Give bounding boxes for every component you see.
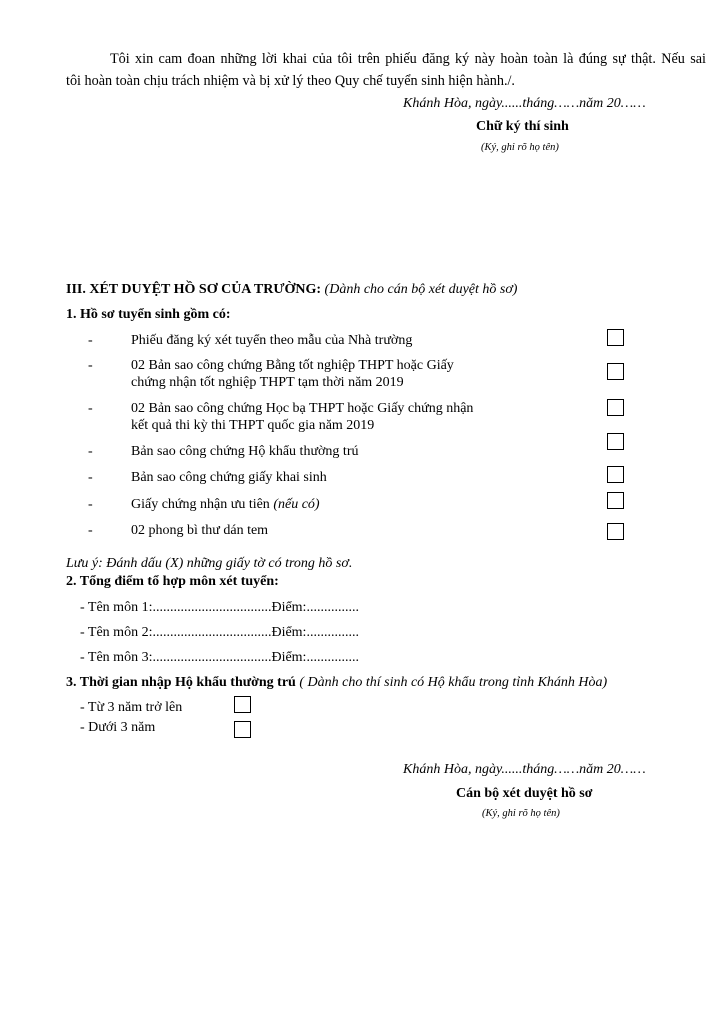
residence-heading-row xyxy=(66,675,607,691)
residence-option-checkbox[interactable] xyxy=(234,721,251,738)
document-checkbox[interactable] xyxy=(607,399,624,416)
document-label: Bản sao công chứng giấy khai sinh xyxy=(131,470,327,485)
residence-option-label: - Từ 3 năm trở lên xyxy=(80,700,183,715)
document-checkbox[interactable] xyxy=(607,433,624,450)
declaration-line-2: tôi hoàn toàn chịu trách nhiệm và bị xử lý theo Quy chế tuyển sinh hiện hành./. xyxy=(66,73,515,89)
candidate-sign-note: (Ký, ghi rõ họ tên) xyxy=(481,142,559,153)
residence-title: 3. Thời gian nhập Hộ khẩu thường trú xyxy=(66,675,296,690)
reviewer-sign-date: Khánh Hòa, ngày......tháng……năm 20…… xyxy=(403,762,646,777)
section3-heading-note: (Dành cho cán bộ xét duyệt hồ sơ) xyxy=(324,282,518,297)
scores-title: 2. Tổng điểm tổ hợp môn xét tuyển: xyxy=(66,574,279,589)
document-label-line1: 02 Bản sao công chứng Học bạ THPT hoặc Giấy chứng nhận xyxy=(131,401,474,416)
checklist-note: Lưu ý: Đánh dấu (X) những giấy tờ có trong hồ sơ. xyxy=(66,556,353,571)
document-checkbox[interactable] xyxy=(607,466,624,483)
document-label: Bản sao công chứng Hộ khẩu thường trú xyxy=(131,444,359,459)
document-checkbox[interactable] xyxy=(607,492,624,509)
residence-option-checkbox[interactable] xyxy=(234,696,251,713)
residence-note: ( Dành cho thí sinh có Hộ khẩu trong tỉnh Khánh Hòa) xyxy=(299,675,608,690)
document-label: Giấy chứng nhận ưu tiên (nếu có) xyxy=(131,497,320,512)
document-label-line1: 02 Bản sao công chứng Bằng tốt nghiệp THPT hoặc Giấy xyxy=(131,358,454,373)
subject-row-3[interactable]: - Tên môn 3:..................................Điểm:............... xyxy=(80,650,359,665)
document-label: 02 phong bì thư dán tem xyxy=(131,523,269,538)
reviewer-sign-title: Cán bộ xét duyệt hồ sơ xyxy=(456,786,593,801)
document-label-line2: kết quả thi kỳ thi THPT quốc gia năm 2019 xyxy=(131,418,375,433)
reviewer-sign-note: (Ký, ghi rõ họ tên) xyxy=(482,808,560,819)
document-checkbox[interactable] xyxy=(607,363,624,380)
subject-row-2[interactable]: - Tên môn 2:..................................Điểm:............... xyxy=(80,625,359,640)
document-label: Phiếu đăng ký xét tuyển theo mẫu của Nhà trường xyxy=(131,333,413,348)
section3-heading-row xyxy=(66,282,517,298)
candidate-sign-title: Chữ ký thí sinh xyxy=(476,119,569,134)
document-checkbox[interactable] xyxy=(607,523,624,540)
section3-heading: III. XÉT DUYỆT HỒ SƠ CỦA TRƯỜNG: xyxy=(66,282,322,297)
declaration-paragraph xyxy=(66,48,706,92)
residence-option-label: - Dưới 3 năm xyxy=(80,720,156,735)
declaration-line-1: Tôi xin cam đoan những lời khai của tôi trên phiếu đăng ký này hoàn toàn là đúng sự thật. Nếu sai xyxy=(110,51,706,67)
document-label-line2: chứng nhận tốt nghiệp THPT tạm thời năm 2019 xyxy=(131,375,404,390)
documents-title: 1. Hồ sơ tuyển sinh gồm có: xyxy=(66,307,231,322)
subject-row-1[interactable]: - Tên môn 1:..................................Điểm:............... xyxy=(80,600,359,615)
candidate-sign-date: Khánh Hòa, ngày......tháng……năm 20…… xyxy=(403,96,646,111)
document-checkbox[interactable] xyxy=(607,329,624,346)
